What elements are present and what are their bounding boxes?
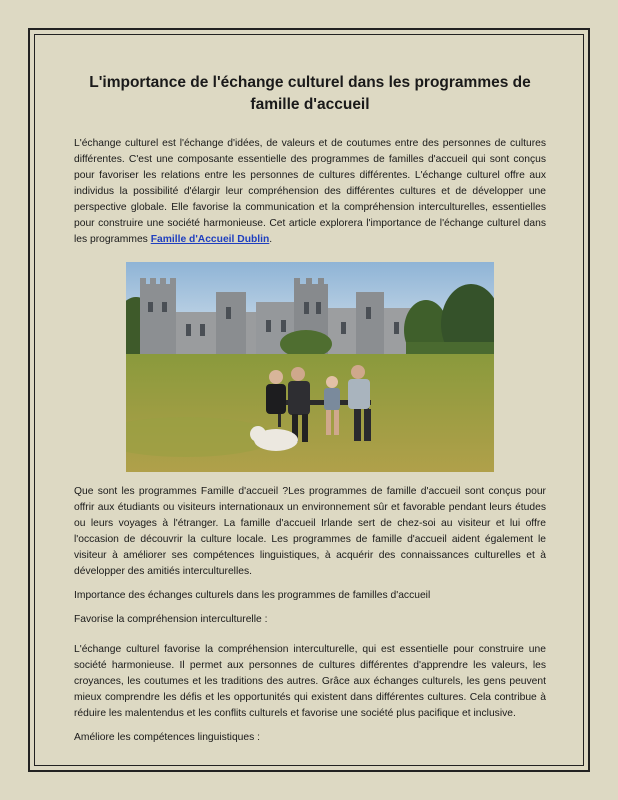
article-content: [74, 72, 546, 746]
paragraph-comprehension: L'échange culturel favorise la compréhension interculturelle, qui est essentielle pour construire une société harmonieuse. Il permet aux personnes de cultures différentes d'apprendre les valeurs, les croyances, les coutumes et les traditions des autres. Grâce aux échanges culturels, les gens peuvent mieux comprendre les défis et les opportunités qui existent dans différentes cultures. Cela contribue à réduire les malentendus et les conflits culturels et favorise une société plus pacifique et inclusive.: [74, 644, 546, 719]
article-title: L'importance de l'échange culturel dans les programmes de famille d'accueil: [89, 74, 531, 113]
famille-accueil-dublin-link[interactable]: Famille d'Accueil Dublin: [150, 234, 270, 245]
intro-end: .: [269, 234, 273, 245]
intro-text: L'échange culturel est l'échange d'idées, de valeurs et de coutumes entre des personnes de cultures différentes. C'est une composante essentielle des programmes de familles d'accueil qui sont conçus pour favoriser les relations entre les personnes de cultures différentes. L'échange culturel offre aux individus la possibilité d'élargir leur compréhension des différentes cultures et de développer une perspective globale. Elle favorise la communication et la compréhension interculturelles, essentielles pour construire une société harmonieuse. Cet article explorera l'importance de l'échange culturel dans les programmes: [74, 138, 546, 245]
paragraph-programmes: Que sont les programmes Famille d'accueil ?Les programmes de famille d'accueil sont conçus pour offrir aux étudiants ou visiteurs internationaux un environnement sûr et favorable pendant leurs études ou leurs voyages à l'étranger. La famille d'accueil Irlande sert de chez-soi au visiteur et lui offre l'occasion de découvrir la culture locale. Les programmes de famille d'accueil aident également le visiteur à améliorer ses compétences linguistiques, à acquérir des connaissances culturelles et à développer des amitiés interculturelles.: [74, 486, 546, 577]
heading-favorise: Favorise la compréhension interculturelle :: [74, 614, 268, 625]
family-castle-photo: [126, 262, 494, 472]
heading-ameliore: Améliore les compétences linguistiques :: [74, 732, 261, 743]
intro-paragraph: [74, 136, 546, 248]
heading-importance: Importance des échanges culturels dans les programmes de familles d'accueil: [74, 590, 431, 601]
